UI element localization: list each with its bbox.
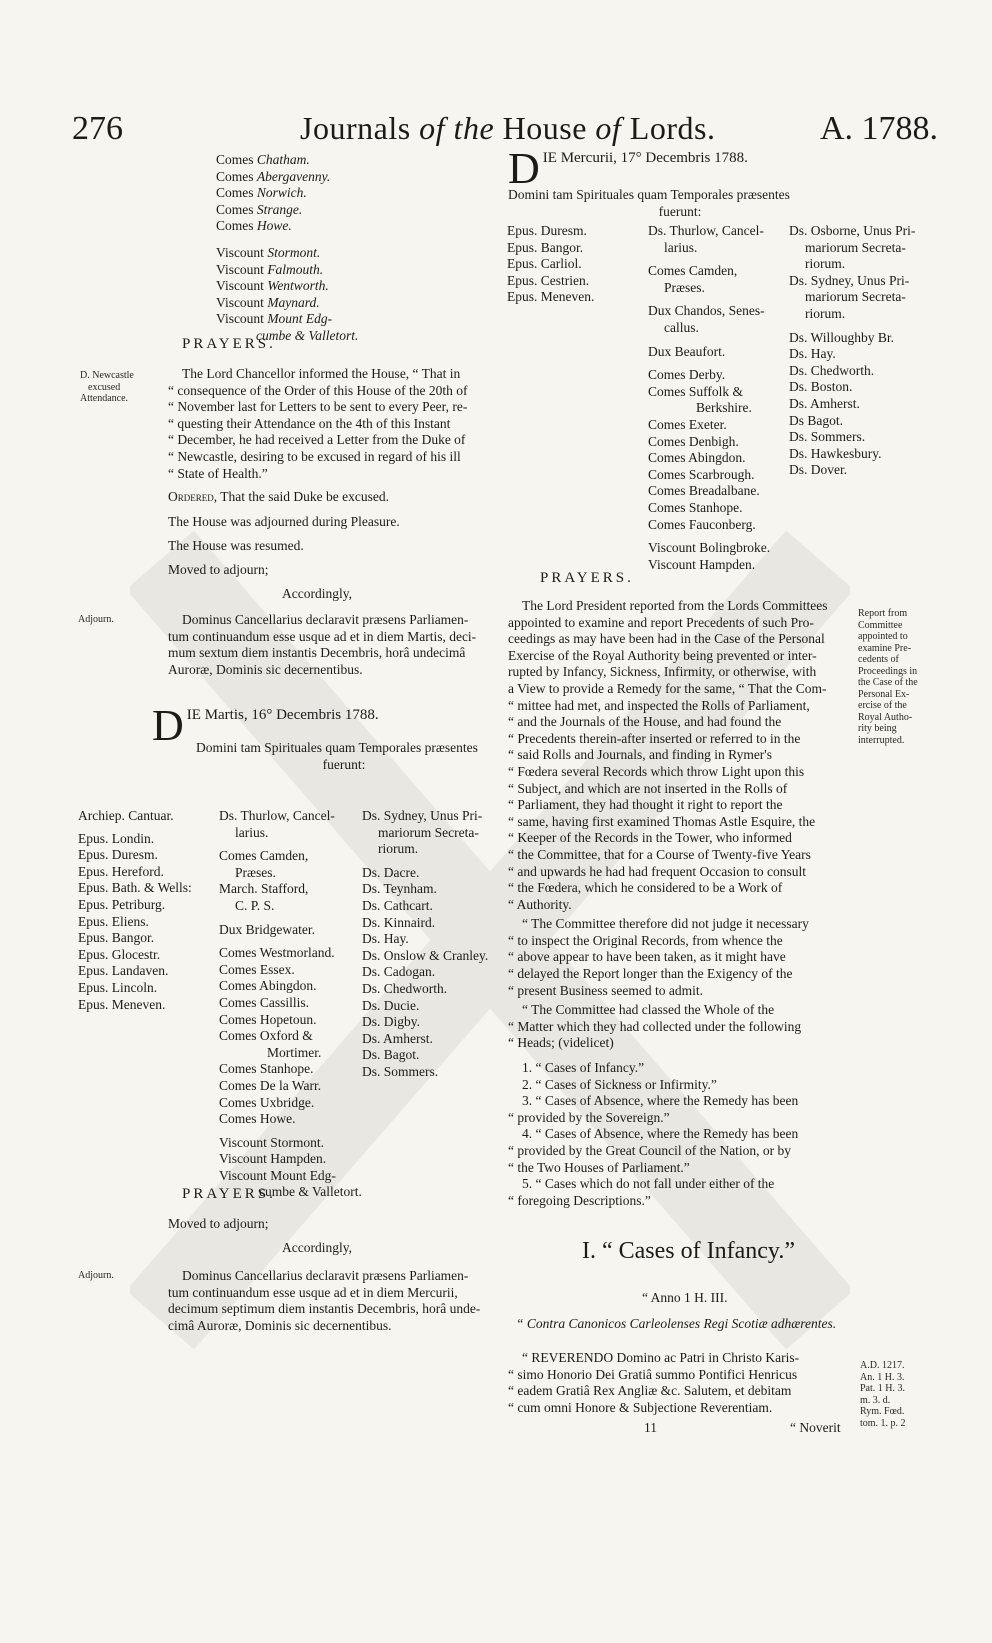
margin-note-anno: A.D. 1217. An. 1 H. 3. Pat. 1 H. 3. m. 3. d. Rym. Fœd. tom. 1. p. 2 bbox=[860, 1360, 906, 1429]
ordered-line: Ordered, That the said Duke be excused. bbox=[168, 489, 389, 504]
list-item: Viscount Falmouth. bbox=[216, 261, 324, 277]
list-item: Comes Abergavenny. bbox=[216, 168, 331, 184]
list-item: 1. “ Cases of Infancy.” bbox=[522, 1060, 645, 1076]
margin-note-newcastle: D. Newcastle excused Attendance. bbox=[80, 370, 134, 404]
journal-title: Journals of the House of Lords. bbox=[300, 110, 716, 146]
list-item: Epus. Landaven. bbox=[78, 963, 169, 979]
accordingly-2: Accordingly, bbox=[282, 1240, 352, 1255]
day17-bishops bbox=[507, 223, 647, 306]
list-item: Viscount Stormont. bbox=[216, 244, 321, 260]
list-item: 2. “ Cases of Sickness or Infirmity.” bbox=[522, 1076, 717, 1092]
prayers-heading-2: PRAYERS. bbox=[182, 1186, 276, 1202]
list-item: Epus. Bath. & Wells: bbox=[78, 880, 192, 896]
list-item: Viscount Wentworth. bbox=[216, 278, 329, 294]
signature-mark: 11 bbox=[644, 1420, 657, 1435]
list-item: 3. “ Cases of Absence, where the Remedy has been bbox=[522, 1093, 799, 1109]
list-item: Epus. Duresm. bbox=[507, 223, 587, 238]
list-item: Epus. Lincoln. bbox=[78, 979, 158, 995]
left-top-names bbox=[216, 152, 496, 345]
list-item: Comes Chatham. bbox=[216, 152, 310, 167]
prayers-heading-1: PRAYERS. bbox=[182, 336, 276, 352]
prayers-heading-3: PRAYERS. bbox=[540, 570, 634, 586]
day16-lords-middle: Ds. Thurlow, Cancel- larius. Comes Camden, Præses. March. Stafford, C. P. S. Dux Bridgewater. Comes Westmorland. Comes Essex. Comes Abingdon. Comes Cassillis. Comes Hopetoun. Comes Oxford & Mortimer. Comes Stanhope. Comes De la Warr. Comes Uxbridge. Comes Howe. Viscount Stormont. Viscount Hampden. Viscount Mount Edg- cumbe & Valletort. bbox=[219, 808, 362, 1200]
list-item: Comes Howe. bbox=[216, 218, 292, 234]
page-folio: 276 bbox=[72, 110, 123, 147]
day16-heading: DIE Martis, 16° Decembris 1788. bbox=[152, 701, 379, 750]
margin-note-adjourn-2: Adjourn. bbox=[78, 1270, 114, 1281]
list-item: Epus. Meneven. bbox=[507, 289, 595, 305]
newcastle-paragraph: The Lord Chancellor informed the House, “ That in “ consequence of the Order of this House of the 20th of “ November last for Letters to be sent to every Peer, re- “ questing their Attendance on the 4th of this Instant “ December, he had received a Letter from the Duke of “ Newcastle, desiring to be excused in regard of his ill “ State of Health.” bbox=[168, 366, 468, 481]
list-item: Epus. Meneven. bbox=[78, 996, 166, 1012]
list-item: Comes Norwich. bbox=[216, 185, 307, 201]
list-item: Epus. Glocestr. bbox=[78, 946, 161, 962]
accordingly-1: Accordingly, bbox=[282, 586, 352, 601]
day17-lords-middle: Ds. Thurlow, Cancel- larius. Comes Camden, Præses. Dux Chandos, Senes- callus. Dux Beaufort. Comes Derby. Comes Suffolk & Berkshire. Comes Exeter. Comes Denbigh. Comes Abingdon. Comes Scarbrough. Comes Breadalbane. Comes Stanhope. Comes Fauconberg. Viscount Bolingbroke. Viscount Hampden. bbox=[648, 223, 771, 572]
list-item: Epus. Carliol. bbox=[507, 256, 582, 272]
page-year: A. 1788. bbox=[820, 110, 939, 147]
cases-of-infancy-heading: I. “ Cases of Infancy.” bbox=[582, 1238, 796, 1264]
catchword: “ Noverit bbox=[790, 1420, 841, 1435]
list-item: 4. “ Cases of Absence, where the Remedy has been bbox=[522, 1126, 799, 1142]
list-item: Archiep. Cantuar. bbox=[78, 808, 174, 823]
moved-adjourn-2: Moved to adjourn; bbox=[168, 1216, 269, 1231]
house-resumed: The House was resumed. bbox=[168, 538, 304, 553]
list-item: Epus. Petriburg. bbox=[78, 896, 166, 912]
moved-adjourn-1: Moved to adjourn; bbox=[168, 562, 269, 577]
anno-line: “ Anno 1 H. III. bbox=[642, 1290, 728, 1305]
report-paragraph: The Lord President reported from the Lords Committees appointed to examine and report Precedents of such Pro- ceedings as may have been had in the Case of the Personal Exercise of the Royal Authority being prevented or inter- rupted by Infancy, Sickness, Infirmity, or otherwise, with a View to provide a Remedy for the same, “ That the Com- “ mittee had met, and inspected the Rolls of Parliament, “ and the Journals of the House, and had found the “ Precedents therein-after inserted or referred to in the “ said Rolls and Journals, and finding in Rymer's “ Fœdera several Records which throw Light upon this “ Subject, and which are not inserted in the Rolls of “ Parliament, they had thought it right to report the “ same, having first examined Thomas Astle Esquire, the “ Keeper of the Records in the Tower, who informed “ the Committee, that for a Course of Twenty-five Years “ and upwards he had had frequent Occasion to consult “ the Fœdera, which he considered to be a Work of “ Authority. “ The Committee therefore did not judge it necessary “ to inspect the Original Records, from whence the “ above appear to have been taken, as it might have “ delayed the Report longer than the Exigency of the “ present Business seemed to admit. “ The Committee had classed the Whole of the “ Matter which they had collected under the following “ Heads; (videlicet) 1. “ Cases of Infancy.” 2. “ Cases of Sickness or Infirmity.” 3. “ Cases of Absence, where the Remedy has been “ provided by the Sovereign.” 4. “ Cases of Absence, where the Remedy has been “ provided by the Great Council of the Nation, or by “ the Two Houses of Parliament.” 5. “ Cases which do not fall under either of the “ foregoing Descriptions.” bbox=[508, 598, 854, 1209]
day17-heading: DIE Mercurii, 17° Decembris 1788. bbox=[508, 144, 748, 193]
list-item: Viscount Mount Edg- bbox=[216, 311, 333, 327]
day17-lords-right: Ds. Osborne, Unus Pri- mariorum Secreta- riorum. Ds. Sydney, Unus Pri- mariorum Secreta- riorum. Ds. Willoughby Br. Ds. Hay. Ds. Chedworth. Ds. Boston. Ds. Amherst. Ds Bagot. Ds. Sommers. Ds. Hawkesbury. Ds. Dover. bbox=[789, 223, 916, 478]
list-item: Epus. Eliens. bbox=[78, 913, 149, 929]
list-item: cumbe & Valletort. bbox=[256, 327, 359, 343]
adjourned-pleasure: The House was adjourned during Pleasure. bbox=[168, 514, 400, 529]
list-item: 5. “ Cases which do not fall under either of the bbox=[522, 1176, 775, 1192]
contra-line: “ Contra Canonicos Carleolenses Regi Scotiæ adhærentes. bbox=[516, 1316, 837, 1331]
day16-lords-right: Ds. Sydney, Unus Pri- mariorum Secreta- riorum. Ds. Dacre. Ds. Teynham. Ds. Cathcart. Ds. Kinnaird. Ds. Hay. Ds. Onslow & Cranley. Ds. Cadogan. Ds. Chedworth. Ds. Ducie. Ds. Digby. Ds. Amherst. Ds. Bagot. Ds. Sommers. bbox=[362, 808, 489, 1079]
list-item: Epus. Hereford. bbox=[78, 863, 164, 879]
list-item: Epus. Duresm. bbox=[78, 847, 158, 863]
list-item: Epus. Cestrien. bbox=[507, 272, 590, 288]
margin-note-report: Report from Committee appointed to examine Pre- cedents of Proceedings in the Case of the Personal Ex- ercise of the Royal Autho- rity being interrupted. bbox=[858, 608, 918, 746]
day17-present: Domini tam Spirituales quam Temporales præsentes fuerunt: bbox=[508, 187, 790, 219]
day16-present: Domini tam Spirituales quam Temporales præsentes fuerunt: bbox=[196, 740, 478, 772]
list-item: Viscount Maynard. bbox=[216, 294, 320, 310]
reverendo-paragraph: “ REVERENDO Domino ac Patri in Christo Karis- “ simo Honorio Dei Gratiâ summo Pontifici Henricus “ eadem Gratiâ Rex Angliæ &c. Salutem, et debitam “ cum omni Honore & Subjectione Reverentiam. bbox=[508, 1350, 800, 1415]
adjourn-paragraph-2: Dominus Cancellarius declaravit præsens Parliamen- tum continuandum esse usque ad et in diem Mercurii, decimum septimum diem instantis Decembris, horâ unde- cimâ Auroræ, Dominis sic decernentibus. bbox=[168, 1268, 481, 1333]
adjourn-paragraph-1: Dominus Cancellarius declaravit præsens Parliamen- tum continuandum esse usque ad et in diem Martis, deci- mum sextum diem instantis Decembris, horâ undecimâ Auroræ, Dominis sic decernentibus. bbox=[168, 612, 477, 677]
margin-note-adjourn-1: Adjourn. bbox=[78, 614, 114, 625]
list-item: Epus. Bangor. bbox=[78, 930, 155, 946]
list-item: Epus. Bangor. bbox=[507, 239, 584, 255]
list-item: Epus. Londin. bbox=[78, 830, 155, 846]
day16-bishops bbox=[78, 808, 218, 1013]
list-item: Comes Strange. bbox=[216, 201, 303, 217]
